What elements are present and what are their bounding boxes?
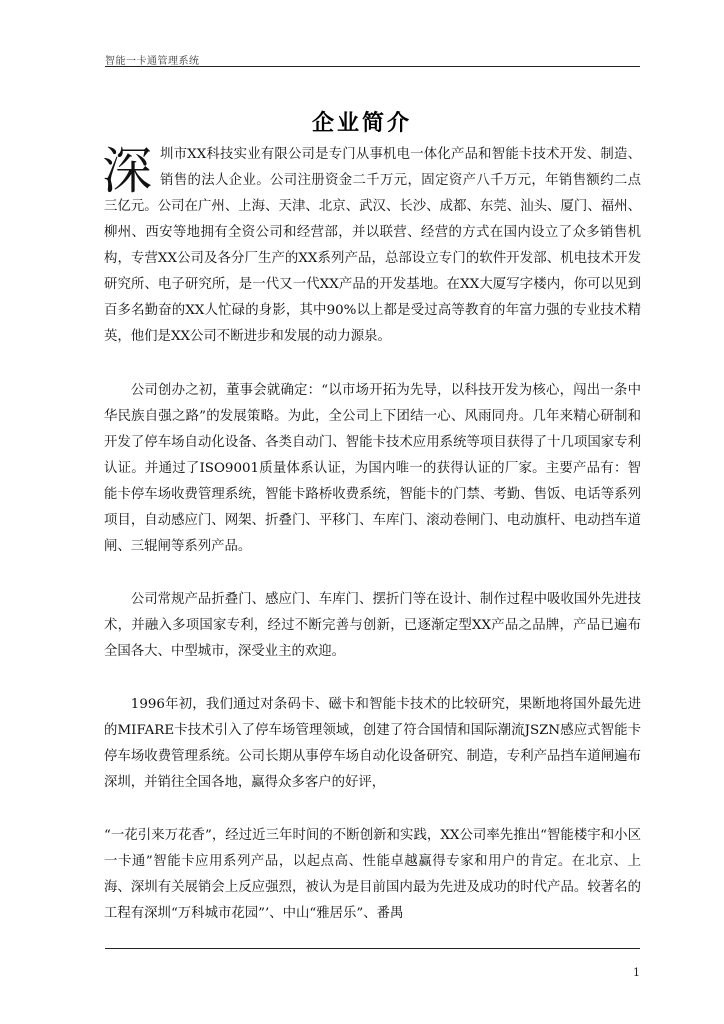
paragraph-one-card: “一花引来万花香”，经过近三年时间的不断创新和实践，XX公司率先推出“智能楼宇和小区一卡通”智能卡应用系列产品，以起点高、性能卓越赢得专家和用户的肯定。在北京、上海、深圳有关展销会上反应强烈，被认为是目前国内最为先进及成功的时代产品。较著名的工程有深圳“万科城市花园”’、中山“雅居乐”、番禺 <box>104 828 641 921</box>
paragraph-gap <box>104 350 641 378</box>
document-body <box>104 142 641 927</box>
page-number: 1 <box>633 966 640 979</box>
paragraph-gap <box>104 796 641 823</box>
paragraph-founding: 公司创办之初，董事会就确定：“以市场开拓为先导，以科技开发为核心，闯出一条中华民族自强之路”的发展策略。为此，全公司上下团结一心、风雨同舟。几年来精心研制和开发了停车场自动化设备、各类自动门、智能卡技术应用系统等项目获得了十几项国家专利认证。并通过了ISO9001质量体系认证，为国内唯一的获得认证的厂家。主要产品有：智能卡停车场收费管理系统，智能卡路桥收费系统，智能卡的门禁、考勤、售饭、电话等系列项目，自动感应门、网架、折叠门、平移门、车库门、滚动卷闸门、电动旗杆、电动挡车道闸、三辊闸等系列产品。 <box>104 383 641 554</box>
paragraph-gap <box>104 665 641 692</box>
page-title: 企业简介 <box>311 111 412 136</box>
document-header: 智能一卡通管理系统 <box>105 56 200 67</box>
paragraph-intro-text: 圳市XX科技实业有限公司是专门从事机电一体化产品和智能卡技术开发、制造、销售的法人企业。公司注册资金二千万元，固定资产八千万元，年销售额约二点三亿元。公司在广州、上海、天津、北京、武汉、长沙、成都、东莞、汕头、厦门、福州、柳州、西安等地拥有全资公司和经营部，并以联营、经营的方式在国内设立了众多销售机构，专营XX公司及各分厂生产的XX系列产品，总部设立专门的软件开发部、机电技术开发研究所、电子研究所，是一代又一代XX产品的开发基地。在XX大厦写字楼内，你可以见到百多名勤奋的XX人忙碌的身影，其中90%以上都是受过高等教育的年富力强的专业技术精英，他们是XX公司不断进步和发展的动力源泉。 <box>104 147 641 344</box>
paragraph-intro <box>104 142 641 350</box>
paragraph-gap <box>104 560 641 587</box>
paragraph-products: 公司常规产品折叠门、感应门、车库门、摆折门等在设计、制作过程中吸收国外先进技术，并融入多项国家专利，经过不断完善与创新，已逐渐定型XX产品之品牌，产品已遍布全国各大、中型城市，深受业主的欢迎。 <box>104 592 641 659</box>
paragraph-1996: 1996年初，我们通过对条码卡、磁卡和智能卡技术的比较研究，果断地将国外最先进的MIFARE卡技术引入了停车场管理领域，创建了符合国情和国际潮流JSZN感应式智能卡停车场收费管理系统。公司长期从事停车场自动化设备研究、制造，专利产品挡车道闸遍布深圳，并销往全国各地，赢得众多客户的好评， <box>104 697 641 790</box>
header-divider <box>105 66 640 67</box>
footer-divider <box>105 948 640 949</box>
drop-cap: 深 <box>102 142 152 200</box>
